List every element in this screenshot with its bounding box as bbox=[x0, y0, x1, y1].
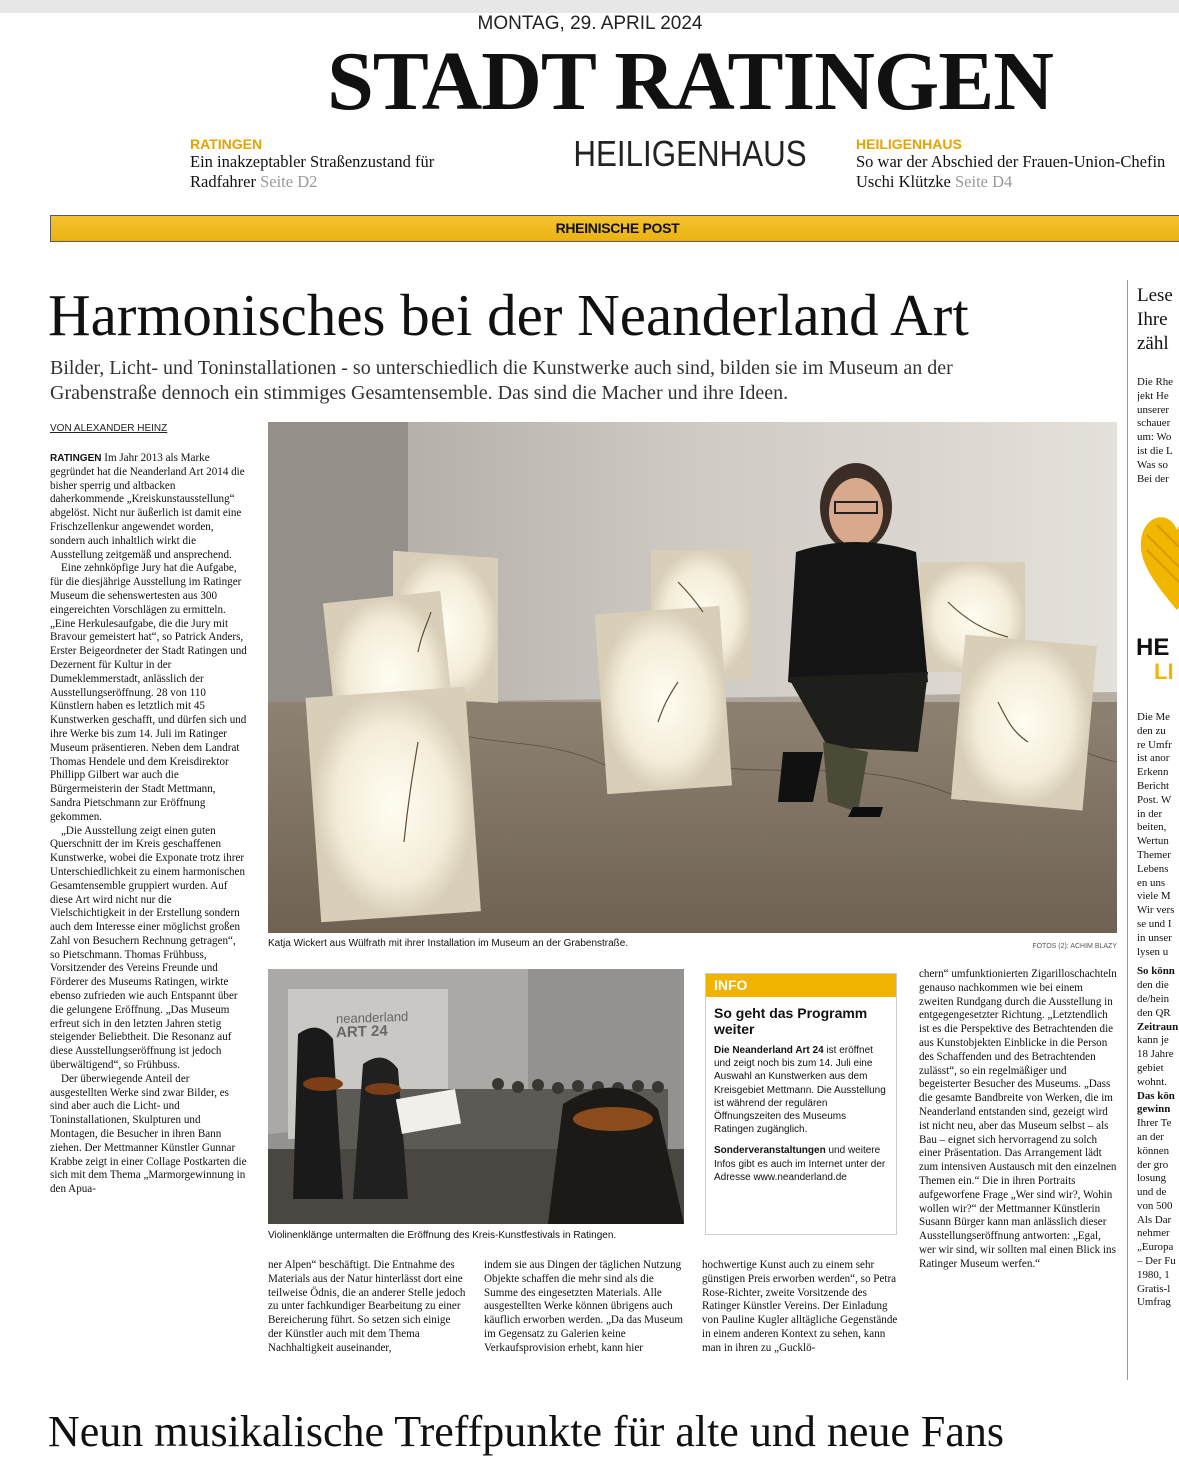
teaser-kicker: RATINGEN bbox=[190, 136, 263, 152]
sidebar-line: Was so bbox=[1137, 458, 1168, 471]
teaser-text: Radfahrer bbox=[190, 172, 256, 191]
sidebar-line: se und I bbox=[1137, 917, 1172, 930]
wall-logo-line: ART 24 bbox=[336, 1022, 388, 1042]
main-photo bbox=[268, 422, 1117, 933]
sidebar-logo-text bbox=[1136, 636, 1179, 684]
article-headline: Harmonisches bei der Neanderland Art bbox=[48, 282, 969, 348]
info-title: So geht das Programm weiter bbox=[714, 1005, 868, 1037]
info-paragraph bbox=[714, 1144, 888, 1184]
sidebar-line: gewinn bbox=[1137, 1103, 1171, 1116]
second-headline: Neun musikalische Treffpunkte für alte und neue Fans bbox=[48, 1407, 1005, 1456]
edition-label: HEILIGENHAUS bbox=[573, 133, 807, 174]
sidebar-line: Die Rhe bbox=[1137, 376, 1173, 388]
sidebar-line: können bbox=[1137, 1144, 1170, 1157]
subheadline-line: Bilder, Licht- und Toninstallationen - so unterschiedlich die Kunstwerke auch sind, bilden sie im Museum an der bbox=[50, 357, 953, 379]
page-cut bbox=[0, 1462, 1179, 1470]
heart-logo-icon bbox=[1137, 505, 1179, 615]
sidebar-line: Zeitraun bbox=[1137, 1020, 1179, 1033]
info-text: und weitere Infos gibt es auch im Internet unter der Adresse www.neanderland.de bbox=[714, 1145, 886, 1183]
sidebar-line: Erkenn bbox=[1137, 766, 1169, 779]
sidebar-line: Das kön bbox=[1137, 1089, 1175, 1102]
sidebar-line: Bei der bbox=[1137, 472, 1169, 485]
sidebar-logo-line: HE bbox=[1136, 636, 1170, 661]
sidebar-line: de/hein bbox=[1137, 992, 1170, 1005]
info-bold: Die Neanderland Art 24 bbox=[714, 1045, 824, 1056]
sidebar-line: ist anor bbox=[1137, 752, 1170, 765]
sidebar-line: Post. W bbox=[1137, 793, 1172, 806]
dateline: RATINGEN bbox=[50, 453, 102, 464]
sidebar-line: losung bbox=[1137, 1172, 1167, 1185]
browser-top-strip bbox=[0, 0, 1179, 13]
info-tag: INFO bbox=[706, 974, 896, 997]
sidebar-line: Ihrer Te bbox=[1137, 1117, 1172, 1130]
sidebar-line: Die Me bbox=[1137, 711, 1170, 723]
sidebar-line: Bericht bbox=[1137, 779, 1170, 792]
teaser-heiligenhaus[interactable] bbox=[856, 137, 1179, 192]
sidebar-line: in unser bbox=[1137, 931, 1172, 944]
sidebar-line: um: Wo bbox=[1137, 431, 1172, 444]
body-paragraph: Der überwiegende Anteil der ausgestellten Werke sind zwar Bilder, es sind aber auch die Licht- und Toninstallationen, Skulpturen und Montagen, die Besucher in ihren Bann ziehen. Der Mettmanner Künstler Gunnar Krabbe zeigt in einer Collage Postkarten die sich mit dem Thema „Marmorgewinnung in den Apua- bbox=[50, 1072, 247, 1196]
info-paragraph bbox=[714, 1044, 888, 1136]
teaser-text: Ein inakzeptabler Straßenzustand für bbox=[190, 152, 435, 171]
article-subheadline bbox=[50, 356, 1120, 406]
sidebar-line: von 500 bbox=[1137, 1199, 1173, 1212]
article-column-4: hochwertige Kunst auch zu einem sehr günstigen Preis erworben werden“, so Petra Rose-Richter, zweite Vorsitzende des Ratinger Künstler Vereins. Der Einladung von Pauline Kugler alltägliche Gegenstände in einem anderen Kontext zu sehen, kann man in ihren zu „Gucklö- bbox=[702, 1259, 898, 1354]
sidebar-headline-line: zähl bbox=[1137, 333, 1169, 354]
body-text: Im Jahr 2013 als Marke gegründet hat die Neanderland Art 2014 die bisher sperrig und altbacken daherkommende „Kreiskunstausstellung“ abgelöst. Nicht nur äußerlich ist damit eine Frischzellenkur angewendet worden, sondern auch inhaltlich wirkt die Ausstellung zeitgemäß und ansprechend. bbox=[50, 452, 245, 561]
teaser-kicker: HEILIGENHAUS bbox=[856, 137, 962, 152]
article-column-3: indem sie aus Dingen der täglichen Nutzung Objekte schaffen die mehr sind als die Summe des eingesetzten Materials. Alle ausgestellten Werke können übrigens auch käuflich erworben werden. „Da das Museum im Gegensatz zu Galerien keine Verkaufsprovision erhebt, kann hier bbox=[484, 1259, 683, 1354]
publication-band bbox=[50, 215, 1179, 242]
sidebar-line: den die bbox=[1137, 979, 1169, 992]
article-byline: VON ALEXANDER HEINZ bbox=[50, 423, 168, 434]
photo-credit: FOTOS (2): ACHIM BLAZY bbox=[1032, 943, 1117, 950]
article-column-5: chern“ umfunktionierten Zigarilloschachteln genauso nachkommen wie bei einem zweiten Rundgang durch die Ausstellung in entgegengesetzter Richtung. „Letztendlich ist es die Perspektive des Betrachtenden die aus Kunstobjekten Einblicke in die Person des Schaffenden und des Betrachtenden zulässt“, so ein regelmäßiger und begeisterter Besucher des Museums. „Dass die gesamte Bandbreite von Werken, die im Neanderland entstanden sind, gezeigt wird ist nicht neu, aber das Museum selbst – als Bau – eignet sich hervorragend zu solch einer Präsentation. Das Arrangement lädt zum intensiven Austausch mit den einzelnen Themen ein.“ Die in ihren Portraits aufgeworfene Frage „Wer sind wir?, Wohin wollen wir?“ der Mettmanner Künstlerin Susann Bürger kann man anlässlich dieser Ausstellungseröffnung antworten: „Egal, wer wir sind, wir sollten mal einen Blick ins Ratinger Museum werfen.“ bbox=[919, 968, 1117, 1270]
teaser-text: So war der Abschied der Frauen-Union-Chefin bbox=[856, 152, 1166, 171]
sidebar-line: lysen u bbox=[1137, 945, 1169, 958]
publication-name: RHEINISCHE POST bbox=[555, 220, 680, 236]
wall-logo-line: neanderland bbox=[336, 1008, 409, 1027]
sidebar-line: in der bbox=[1137, 807, 1163, 820]
sidebar-line: – Der Fu bbox=[1137, 1255, 1176, 1268]
sidebar-line: So könn bbox=[1137, 965, 1175, 978]
body-paragraph: „Die Ausstellung zeigt einen guten Querschnitt der im Kreis geschaffenen Kunstwerke, wobei die Exponate trotz ihrer Unterschiedlichkeit zu einem harmonischen Gesamtensemble gruppiert wurden. Auf diese Art wird nicht nur die Vielschichtigkeit in der Erstellung sondern auch dem Interesse einer möglichst großen Zahl von Besuchern Rechnung getragen“, so Pietschmann. Thomas Frühbuss, Vorsitzender des Vereins Freunde und Förderer des Museums Ratingen, wirkte ebenso zufrieden wie auch Entspannt über die gelungene Eröffnung. „Das Museum erfreut sich in den letzten Jahren stetig steigender Beliebtheit. Die Resonanz auf diese Ausstellungseröffnung ist jedoch überwältigend“, so Frühbuss. bbox=[50, 824, 245, 1072]
sidebar-line: der gro bbox=[1137, 1158, 1169, 1171]
sidebar-line: Als Dar bbox=[1137, 1213, 1172, 1226]
teaser-ratingen[interactable] bbox=[190, 137, 510, 192]
body-paragraph: Eine zehnköpfige Jury hat die Aufgabe, für die diesjährige Ausstellung im Ratinger Museum die sehenswertesten aus 300 eingereichten Vorschlägen zu ermitteln. „Eine Herkulesaufgabe, die die Jury mit Bravour gemeistert hat“, so Patrick Anders, Erster Beigeordneter der Stadt Ratingen und Dezernent für Kultur in der Dumeklemmerstadt, anlässlich der Ausstellungseröffnung. 28 von 110 Künstlern haben es letztlich mit 45 Kunstwerken geschafft, und dürfen sich und ihre Werke bis zum 14. Juli im Ratinger Museum präsentieren. Neben dem Landrat Thomas Hendele und dem Kreisdirektor Phillipp Gilbert war auch die Bürgermeisterin der Stadt Mettmann, Sandra Pietschmann zur Eröffnung gekommen. bbox=[50, 562, 247, 823]
article-column-2: ner Alpen“ beschäftigt. Die Entnahme des Materials aus der Natur hinterlässt dort eine teilweise Ödnis, die an anderer Stelle jedoch zu unter fachkundiger Bearbeitung zu einer Bereicherung führt. So setzen sich einige der Künstler auch mit dem Thema Nachhaltigkeit auseinander, bbox=[268, 1259, 466, 1354]
sidebar-line: und de bbox=[1137, 1186, 1167, 1199]
light-panel-7 bbox=[951, 635, 1097, 811]
sidebar-line: an der bbox=[1137, 1130, 1164, 1143]
issue-date: MONTAG, 29. APRIL 2024 bbox=[477, 13, 703, 34]
light-panel-5 bbox=[595, 606, 732, 794]
sidebar-divider bbox=[1127, 280, 1128, 1380]
wall-logo bbox=[336, 1010, 408, 1041]
sidebar-line: ist die L bbox=[1137, 444, 1173, 457]
photo1-caption: Katja Wickert aus Wülfrath mit ihrer Installation im Museum an der Grabenstraße. bbox=[268, 938, 629, 949]
sidebar-line: wohnt. bbox=[1137, 1075, 1167, 1088]
sidebar-headline-line: Lese bbox=[1137, 285, 1173, 306]
sidebar-line: en uns bbox=[1137, 876, 1166, 889]
sidebar-logo-line: LI bbox=[1154, 659, 1174, 684]
concert-photo bbox=[268, 969, 684, 1224]
sidebar-line: Wir vers bbox=[1137, 904, 1175, 917]
sidebar-line: unserer bbox=[1137, 403, 1170, 416]
sidebar-line: re Umfr bbox=[1137, 738, 1172, 751]
article-column-1 bbox=[50, 452, 247, 1197]
teaser-page-ref: Seite D2 bbox=[260, 172, 318, 191]
sidebar-line: beiten, bbox=[1137, 821, 1167, 834]
sidebar-line: viele M bbox=[1137, 890, 1171, 903]
sidebar-line: nehmer bbox=[1137, 1227, 1170, 1240]
info-text: ist eröffnet und zeigt noch bis zum 14. Juli eine Auswahl an Kunstwerken aus dem Kreisgebiet Mettmann. Die Ausstellung ist während der regulären Öffnungszeiten des Museums Ratingen zugänglich. bbox=[714, 1045, 886, 1136]
sidebar-line: den QR bbox=[1137, 1006, 1171, 1019]
subheadline-line: Grabenstraße dennoch ein stimmiges Gesamtensemble. Das sind die Macher und ihre Ideen. bbox=[50, 382, 789, 404]
sidebar-line: Lebens bbox=[1137, 862, 1169, 875]
sidebar-line: gebiet bbox=[1137, 1061, 1164, 1074]
light-panel-3 bbox=[306, 687, 481, 923]
sidebar-line: kann je bbox=[1137, 1034, 1169, 1047]
sidebar-text-2 bbox=[1137, 711, 1179, 1310]
sidebar-line: Wertun bbox=[1137, 835, 1169, 848]
sidebar-line: 1980, 1 bbox=[1137, 1268, 1170, 1281]
sidebar-line: jekt He bbox=[1137, 389, 1169, 402]
info-box bbox=[705, 973, 897, 1235]
sidebar-line: Gratis-l bbox=[1137, 1282, 1171, 1295]
section-masthead: STADT RATINGEN bbox=[327, 35, 1053, 128]
sidebar-line: 18 Jahre bbox=[1137, 1048, 1174, 1061]
sidebar-headline bbox=[1137, 284, 1179, 356]
sidebar-line: „Europa bbox=[1137, 1241, 1174, 1254]
teaser-text: Uschi Klützke bbox=[856, 172, 951, 191]
sidebar-line: Umfrag bbox=[1137, 1296, 1171, 1309]
sidebar-line: Themer bbox=[1137, 848, 1171, 861]
photo2-caption: Violinenklänge untermalten die Eröffnung des Kreis-Kunstfestivals in Ratingen. bbox=[268, 1230, 617, 1241]
teaser-page-ref: Seite D4 bbox=[954, 172, 1013, 191]
sidebar-line: schauer bbox=[1137, 417, 1171, 430]
sidebar-headline-line: Ihre bbox=[1137, 309, 1168, 330]
sidebar-line: den zu bbox=[1137, 724, 1166, 737]
info-bold: Sonderveranstaltungen bbox=[714, 1145, 826, 1157]
sidebar-text-1 bbox=[1137, 376, 1179, 486]
